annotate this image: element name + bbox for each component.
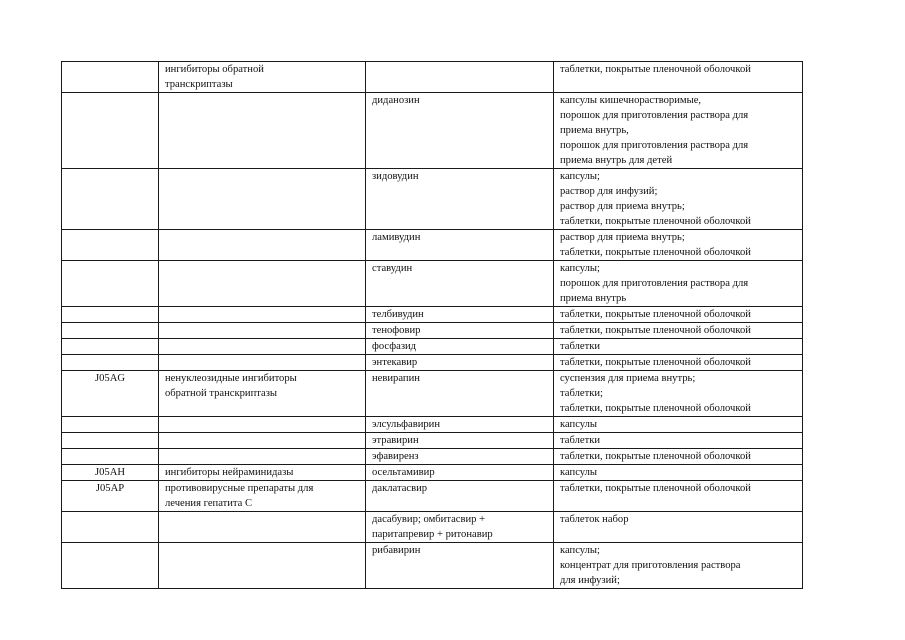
pharm-group-line: лечения гепатита С xyxy=(165,498,253,509)
dosage-forms-line: таблетки, покрытые пленочной оболочкой xyxy=(560,403,751,414)
drug-name-line: ламивудин xyxy=(372,232,421,243)
drug-name-line: осельтамивир xyxy=(372,467,435,478)
dosage-forms-cell xyxy=(554,433,803,449)
atc-code-cell xyxy=(62,93,159,169)
drug-name-line: даклатасвир xyxy=(372,483,428,494)
drug-name-line: элсульфавирин xyxy=(372,419,441,430)
atc-code-cell: J05AG xyxy=(62,371,159,417)
dosage-forms-line: таблетки, покрытые пленочной оболочкой xyxy=(560,247,751,258)
table-row xyxy=(62,323,803,339)
dosage-forms-cell xyxy=(554,481,803,512)
dosage-forms-line: суспензия для приема внутрь; xyxy=(560,373,696,384)
medication-table xyxy=(61,61,803,589)
atc-code-cell xyxy=(62,307,159,323)
dosage-forms-line: таблетки xyxy=(560,435,601,446)
drug-name-cell xyxy=(366,307,554,323)
pharm-group-cell xyxy=(159,417,366,433)
pharm-group-cell xyxy=(159,449,366,465)
dosage-forms-line: для инфузий; xyxy=(560,575,620,586)
dosage-forms-line: приема внутрь xyxy=(560,293,627,304)
pharm-group-cell xyxy=(159,261,366,307)
table-row xyxy=(62,261,803,307)
pharm-group-cell xyxy=(159,62,366,93)
dosage-forms-line: таблетки, покрытые пленочной оболочкой xyxy=(560,451,751,462)
drug-name-cell xyxy=(366,512,554,543)
atc-code-cell xyxy=(62,355,159,371)
drug-name-cell xyxy=(366,230,554,261)
pharm-group-cell xyxy=(159,355,366,371)
dosage-forms-cell xyxy=(554,339,803,355)
dosage-forms-cell xyxy=(554,371,803,417)
dosage-forms-line: капсулы; xyxy=(560,545,600,556)
dosage-forms-cell xyxy=(554,323,803,339)
dosage-forms-line: таблеток набор xyxy=(560,514,629,525)
drug-name-line: ставудин xyxy=(372,263,413,274)
table-row xyxy=(62,417,803,433)
dosage-forms-line: таблетки, покрытые пленочной оболочкой xyxy=(560,483,751,494)
drug-name-cell xyxy=(366,261,554,307)
atc-code-cell xyxy=(62,62,159,93)
atc-code-cell: J05AP xyxy=(62,481,159,512)
dosage-forms-cell xyxy=(554,543,803,589)
drug-name-cell xyxy=(366,433,554,449)
drug-name-cell xyxy=(366,449,554,465)
table-row xyxy=(62,433,803,449)
atc-code-cell xyxy=(62,433,159,449)
table-row xyxy=(62,543,803,589)
drug-name-cell xyxy=(366,481,554,512)
dosage-forms-line: таблетки; xyxy=(560,388,603,399)
dosage-forms-cell xyxy=(554,417,803,433)
atc-code-cell xyxy=(62,512,159,543)
drug-name-line: этравирин xyxy=(372,435,419,446)
dosage-forms-line: порошок для приготовления раствора для xyxy=(560,278,749,289)
dosage-forms-line: раствор для приема внутрь; xyxy=(560,201,685,212)
table-row xyxy=(62,371,803,417)
dosage-forms-line: приема внутрь для детей xyxy=(560,155,673,166)
pharm-group-line: ингибиторы обратной xyxy=(165,64,264,75)
drug-name-cell xyxy=(366,417,554,433)
dosage-forms-line: капсулы; xyxy=(560,263,600,274)
dosage-forms-cell xyxy=(554,449,803,465)
table-row xyxy=(62,169,803,230)
dosage-forms-cell xyxy=(554,261,803,307)
pharm-group-cell xyxy=(159,323,366,339)
dosage-forms-cell xyxy=(554,230,803,261)
drug-name-line: эфавиренз xyxy=(372,451,419,462)
dosage-forms-line: капсулы xyxy=(560,467,598,478)
dosage-forms-line: раствор для инфузий; xyxy=(560,186,658,197)
dosage-forms-cell xyxy=(554,465,803,481)
dosage-forms-cell xyxy=(554,307,803,323)
drug-name-cell xyxy=(366,355,554,371)
dosage-forms-line: приема внутрь, xyxy=(560,125,629,136)
drug-name-cell xyxy=(366,169,554,230)
pharm-group-cell xyxy=(159,465,366,481)
pharm-group-cell xyxy=(159,93,366,169)
table-row xyxy=(62,465,803,481)
table-row xyxy=(62,230,803,261)
dosage-forms-line: капсулы xyxy=(560,419,598,430)
atc-code-cell xyxy=(62,339,159,355)
pharm-group-cell xyxy=(159,512,366,543)
dosage-forms-line: таблетки xyxy=(560,341,601,352)
drug-name-line: невирапин xyxy=(372,373,420,384)
atc-code-cell xyxy=(62,417,159,433)
pharm-group-cell xyxy=(159,543,366,589)
atc-code-cell xyxy=(62,543,159,589)
dosage-forms-cell xyxy=(554,62,803,93)
dosage-forms-line: порошок для приготовления раствора для xyxy=(560,110,749,121)
pharm-group-cell xyxy=(159,230,366,261)
drug-name-line: энтекавир xyxy=(372,357,418,368)
medication-table-body xyxy=(62,62,803,589)
pharm-group-cell xyxy=(159,169,366,230)
dosage-forms-cell xyxy=(554,512,803,543)
drug-name-line: рибавирин xyxy=(372,545,421,556)
table-row xyxy=(62,355,803,371)
dosage-forms-line: таблетки, покрытые пленочной оболочкой xyxy=(560,325,751,336)
table-row xyxy=(62,481,803,512)
atc-code-cell xyxy=(62,169,159,230)
table-row xyxy=(62,449,803,465)
dosage-forms-line: таблетки, покрытые пленочной оболочкой xyxy=(560,64,751,75)
dosage-forms-line: раствор для приема внутрь; xyxy=(560,232,685,243)
pharm-group-cell xyxy=(159,433,366,449)
pharm-group-line: обратной транскриптазы xyxy=(165,388,277,399)
table-row xyxy=(62,62,803,93)
table-row xyxy=(62,512,803,543)
dosage-forms-cell xyxy=(554,355,803,371)
atc-code-cell xyxy=(62,323,159,339)
drug-name-cell xyxy=(366,543,554,589)
table-row xyxy=(62,93,803,169)
atc-code-cell: J05AH xyxy=(62,465,159,481)
drug-name-line: паритапревир + ритонавир xyxy=(372,529,493,540)
pharm-group-line: ненуклеозидные ингибиторы xyxy=(165,373,297,384)
pharm-group-cell xyxy=(159,307,366,323)
dosage-forms-line: капсулы кишечнорастворимые, xyxy=(560,95,702,106)
atc-code-cell xyxy=(62,449,159,465)
drug-name-line: фосфазид xyxy=(372,341,417,352)
drug-name-line: телбивудин xyxy=(372,309,424,320)
dosage-forms-line: таблетки, покрытые пленочной оболочкой xyxy=(560,216,751,227)
drug-name-cell xyxy=(366,371,554,417)
table-row xyxy=(62,307,803,323)
drug-name-cell xyxy=(366,93,554,169)
dosage-forms-cell xyxy=(554,93,803,169)
pharm-group-cell xyxy=(159,481,366,512)
drug-name-cell xyxy=(366,323,554,339)
dosage-forms-line: порошок для приготовления раствора для xyxy=(560,140,749,151)
dosage-forms-cell xyxy=(554,169,803,230)
pharm-group-line: противовирусные препараты для xyxy=(165,483,314,494)
dosage-forms-line: капсулы; xyxy=(560,171,600,182)
pharm-group-cell xyxy=(159,371,366,417)
drug-name-line: зидовудин xyxy=(372,171,419,182)
drug-name-line: дасабувир; омбитасвир + xyxy=(372,514,486,525)
drug-name-line: тенофовир xyxy=(372,325,421,336)
pharm-group-cell xyxy=(159,339,366,355)
pharm-group-line: транскриптазы xyxy=(165,79,233,90)
dosage-forms-line: таблетки, покрытые пленочной оболочкой xyxy=(560,357,751,368)
drug-name-cell xyxy=(366,62,554,93)
drug-name-line: диданозин xyxy=(372,95,420,106)
dosage-forms-line: концентрат для приготовления раствора xyxy=(560,560,741,571)
drug-name-cell xyxy=(366,339,554,355)
pharm-group-line: ингибиторы нейраминидазы xyxy=(165,467,294,478)
drug-name-cell xyxy=(366,465,554,481)
atc-code-cell xyxy=(62,230,159,261)
atc-code-cell xyxy=(62,261,159,307)
dosage-forms-line: таблетки, покрытые пленочной оболочкой xyxy=(560,309,751,320)
table-row xyxy=(62,339,803,355)
